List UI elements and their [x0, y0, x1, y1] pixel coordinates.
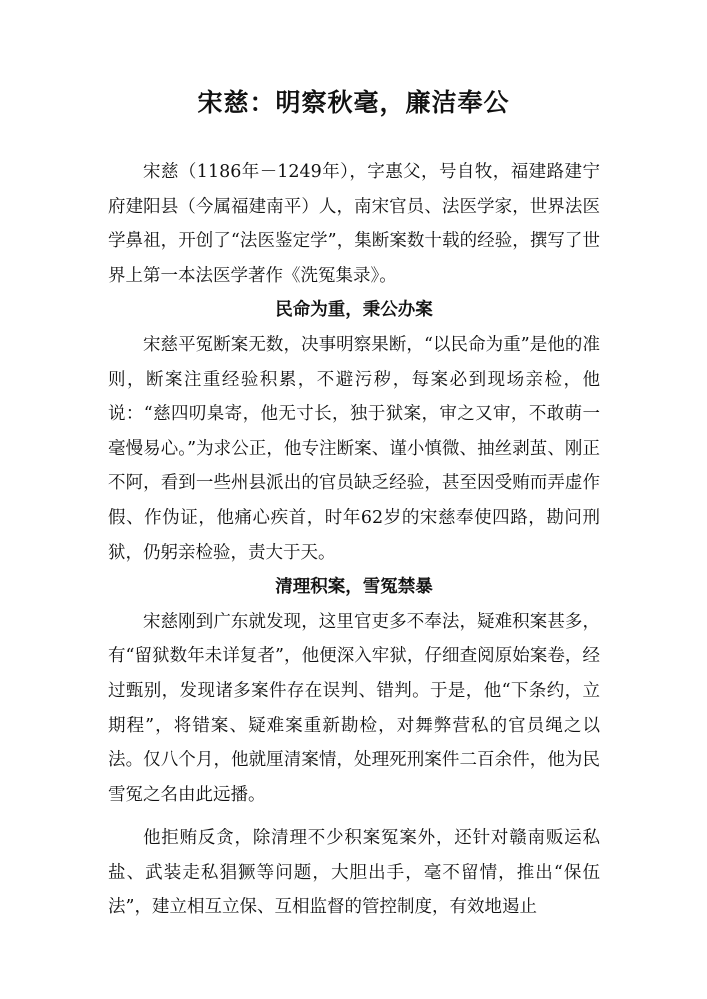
section1-paragraph: 宋慈平冤断案无数，决事明察果断，“以民命为重”是他的准则，断案注重经验积累，不避污秽，每案必到现场亲检，他说：“慈四叨臬寄，他无寸长，独于狱案，审之又审，不敢萌一毫慢易心。”为求公正，他专注断案、谨小慎微、抽丝剥茧、刚正不阿，看到一些州县派出的官员缺乏经验，甚至因受贿而弄虚作假、作伪证，他痛心疾首，时年62岁的宋慈奉使四路，勘问刑狱，仍躬亲检验，责大于天。	[108, 334, 600, 563]
section-heading-1: 民命为重，秉公办案	[275, 300, 433, 321]
article-body	[108, 155, 600, 925]
section-heading-2: 清理积案，雪冤禁暴	[275, 577, 433, 598]
section2-paragraph-2: 他拒贿反贪，除清理不少积案冤案外，还针对赣南贩运私盐、武装走私猖獗等问题，大胆出手，毫不留情，推出“保伍法”，建立相互立保、互相监督的管控制度，有效地遏止	[108, 828, 600, 918]
section2-paragraph-1: 宋慈刚到广东就发现，这里官吏多不奉法，疑难积案甚多，有“留狱数年未详复者”，他便深入牢狱，仔细查阅原始案卷，经过甄别，发现诸多案件存在误判、错判。于是，他“下条约，立期程”，将错案、疑难案重新勘检，对舞弊营私的官员绳之以法。仅八个月，他就厘清案情，处理死刑案件二百余件，他为民雪冤之名由此远播。	[108, 611, 600, 805]
intro-paragraph: 宋慈（1186年－1249年），字惠父，号自牧，福建路建宁府建阳县（今属福建南平）人，南宋官员、法医学家，世界法医学鼻祖，开创了“法医鉴定学”，集断案数十载的经验，撰写了世界上第一本法医学著作《洗冤集录》。	[108, 162, 600, 286]
page-title: 宋慈：明察秋毫，廉洁奉公	[197, 88, 510, 117]
